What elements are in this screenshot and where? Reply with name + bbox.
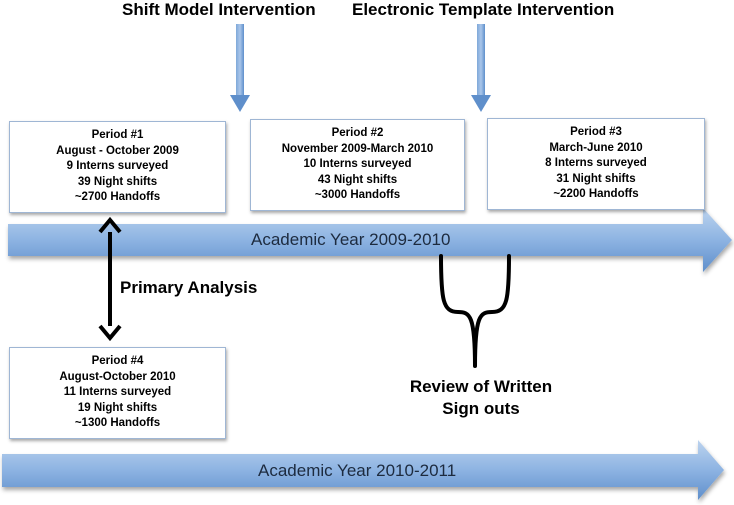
review-written-signouts-label (392, 376, 570, 420)
period-shifts: 43 Night shifts (317, 173, 398, 186)
period-dates: August - October 2009 (56, 144, 179, 157)
period-1-box (9, 121, 226, 213)
period-dates: November 2009-March 2010 (281, 142, 434, 155)
period-handoffs: ~1300 Handoffs (74, 417, 161, 429)
period-title: Period #1 (91, 129, 144, 141)
period-2-box (250, 119, 465, 211)
period-handoffs: ~2700 Handoffs (74, 191, 161, 203)
electronic-template-down-arrow (471, 24, 491, 112)
academic-year-2009-2010-label: Academic Year 2009-2010 (251, 230, 451, 249)
shift-model-intervention-label: Shift Model Intervention (122, 0, 316, 19)
period-interns: 8 Interns surveyed (545, 157, 647, 169)
period-interns: 10 Interns surveyed (303, 158, 412, 170)
period-shifts: 31 Night shifts (556, 172, 636, 185)
period-interns: 9 Interns surveyed (66, 160, 169, 172)
academic-year-2010-2011-label: Academic Year 2010-2011 (258, 461, 457, 480)
period-interns: 11 Interns surveyed (63, 386, 172, 398)
period-dates: March-June 2010 (549, 141, 643, 154)
period-3-box (487, 118, 705, 210)
period-title: Period #2 (331, 127, 384, 139)
review-line-2: Sign outs (442, 399, 520, 418)
primary-analysis-label: Primary Analysis (120, 278, 258, 297)
period-shifts: 19 Night shifts (77, 401, 158, 414)
period-handoffs: ~3000 Handoffs (314, 189, 401, 201)
electronic-template-intervention-label: Electronic Template Intervention (352, 0, 615, 19)
period-4-box (9, 347, 226, 439)
review-curly-brace (441, 256, 509, 366)
period-title: Period #4 (91, 355, 144, 367)
period-dates: August-October 2010 (59, 370, 176, 383)
shift-model-down-arrow (230, 24, 250, 112)
period-handoffs: ~2200 Handoffs (553, 188, 639, 200)
review-line-1: Review of Written (409, 377, 553, 396)
period-title: Period #3 (570, 126, 622, 138)
period-shifts: 39 Night shifts (77, 175, 158, 188)
